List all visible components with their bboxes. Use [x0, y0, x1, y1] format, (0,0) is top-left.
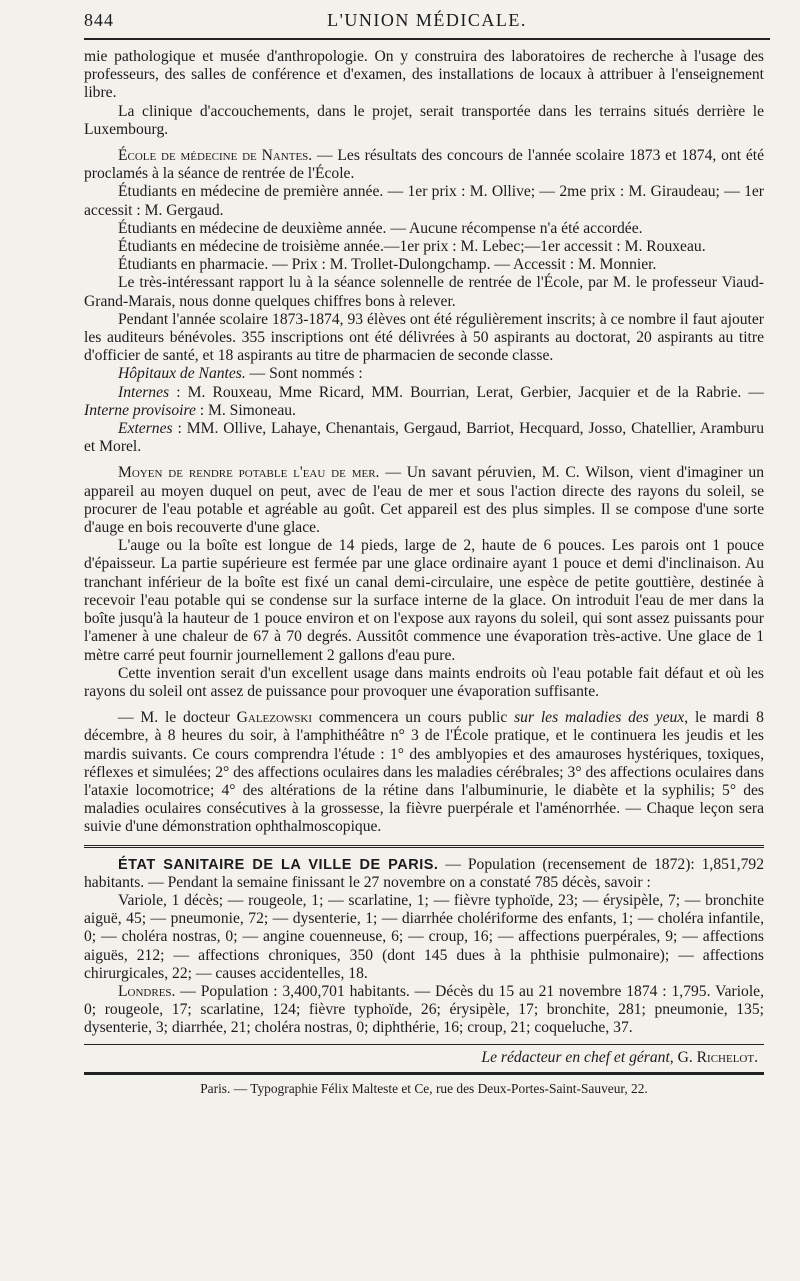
paragraph-text: : M. Simoneau. — [195, 401, 296, 419]
paragraph-externes — [84, 420, 764, 456]
printer-imprint: Paris. — Typographie Félix Malteste et Ce, rue des Deux-Portes-Saint-Sauveur, 22. — [200, 1080, 648, 1096]
header-rule — [84, 38, 770, 40]
spacer — [84, 456, 764, 464]
signature-rule — [84, 1044, 764, 1045]
signature — [84, 1049, 764, 1067]
paragraph-rapport: Le très-intéressant rapport lu à la séance solennelle de rentrée de l'École, par M. le professeur Viaud-Grand-Marais, nous donne quelques chiffres bons à relever. — [84, 274, 764, 310]
paragraph-hopitaux — [84, 365, 764, 383]
paragraph-annee-scolaire: Pendant l'année scolaire 1873-1874, 93 élèves ont été régulièrement inscrits; à ce nombre il faut ajouter les auditeurs bénévoles. 355 inscriptions ont été délivrées à 50 aspirants au doctorat, 20 aspirants au titre d'officier de santé, et 18 aspirants au titre de pharmacien de seconde classe. — [84, 310, 764, 365]
article-body — [84, 48, 764, 1098]
section-heading-etat-sanitaire: ÉTAT SANITAIRE DE LA VILLE DE PARIS. — [118, 856, 439, 873]
paragraph-deces-paris: Variole, 1 décès; — rougeole, 1; — scarlatine, 1; — fièvre typhoïde, 23; — érysipèle, 7; — bronchite aiguë, 45; — pneumonie, 72; — dysenterie, 1; — diarrhée cholériforme des enfants, 1; — choléra infantile, 0; — choléra nostras, 0; — angine couenneuse, 6; — croup, 16; — affections puerpérales, 9; — affections aiguës, 212; — affections chroniques, 350 (dont 145 dues à la phthisie pulmonaire); — affections chirurgicales, 22; — causes accidentelles, 18. — [84, 891, 764, 982]
section-heading-eau-de-mer: Moyen de rendre potable l'eau de mer. — [118, 464, 380, 482]
section-heading-hopitaux: Hôpitaux de Nantes. — [118, 365, 246, 383]
course-title: sur les maladies des yeux — [514, 709, 685, 727]
label-internes: Internes — [118, 383, 170, 401]
paragraph-ecole-nantes — [84, 147, 764, 183]
paragraph-clinique: La clinique d'accouchements, dans le projet, serait transportée dans les terrains situés derrière le Luxembourg. — [84, 102, 764, 138]
paragraph-pharmacy: Étudiants en pharmacie. — Prix : M. Trollet-Dulongchamp. — Accessit : M. Monnier. — [118, 256, 657, 274]
signature-name: G. Richelot. — [677, 1048, 758, 1066]
paragraph-eau-de-mer — [84, 464, 764, 537]
paragraph-text: : MM. Ollive, Lahaye, Chenantais, Gergaud, Barriot, Hecquard, Josso, Chatellier, Aramburu et Morel. — [84, 420, 764, 456]
paragraph-text: — Les résultats des concours de l'année scolaire 1873 et 1874, ont été proclamés à la séance de rentrée de l'École. — [84, 147, 764, 183]
spacer — [84, 139, 764, 147]
paragraph-text: — Un savant péruvien, M. C. Wilson, vient d'imaginer un appareil au moyen duquel on peut, avec de l'eau de mer et sous l'action directe des rayons du soleil, se procurer de l'eau potable et agréable au goût. Cet appareil est des plus simples. Il se compose d'une sorte d'auge en bois recouverte d'une glace. — [84, 464, 764, 537]
paragraph-londres — [84, 983, 764, 1038]
spacer — [84, 701, 764, 709]
section-separator — [84, 845, 764, 848]
paragraph-second-year: Étudiants en médecine de deuxième année. — Aucune récompense n'a été accordée. — [118, 219, 643, 237]
section-heading-nantes: École de médecine de Nantes. — [118, 147, 313, 165]
page-number: 844 — [84, 10, 114, 30]
paragraph-third-year: Étudiants en médecine de troisième année.—1er prix : M. Lebec;—1er accessit : M. Rouxeau. — [118, 238, 706, 256]
label-externes: Externes — [118, 420, 173, 438]
paragraph-text: commencera un cours public — [312, 709, 515, 727]
paragraph-text: — Population : 3,400,701 habitants. — Décès du 15 au 21 novembre 1874 : 1,795. Variole, 0; rougeole, 17; scarlatine, 124; fièvre typhoïde, 26; érysipèle, 17; bronchite, 281; pneumonie, 135; dysenterie, 3; diarrhée, 21; choléra nostras, 0; diphthérie, 16; croup, 21; coqueluche, 37. — [84, 982, 764, 1037]
paragraph-text: — Sont nommés : — [245, 365, 363, 383]
footer-rule — [84, 1072, 764, 1075]
paragraph-text: , le mardi 8 décembre, à 8 heures du soir, à l'amphithéâtre n° 3 de l'École pratique, et le continuera les jeudis et les mardis suivants. Ce cours comprendra l'étude : 1° des amblyopies et des amauroses hystériques, toxiques, réflexes et simulées; 2° des affections oculaires dans les maladies cérébrales; 3° des affections oculaires dans l'ataxie locomotrice; 4° des altérations de la rétine dans l'albuminurie, le diabète et la syphilis; 5° des maladies oculaires consécutives à la grossesse, la fièvre puerpérale et l'aménorrhée. — Chaque leçon sera suivie d'une démonstration ophthalmoscopique. — [84, 709, 765, 836]
running-head — [84, 6, 770, 36]
paragraph-auge: L'auge ou la boîte est longue de 14 pieds, large de 2, haute de 6 pouces. Les parois ont 1 pouce d'épaisseur. La partie supérieure est fermée par une glace ordinaire ayant 1 pouce et demi d'inclinaison. Au tranchant inférieur de la boîte est fixé un canal demi-circulaire, une espèce de petite gouttière, destinée à recevoir l'eau potable qui se condense sur la surface interne de la glace. On introduit l'eau de mer dans la boîte jusqu'à la hauteur de 1 pouce environ et on l'expose aux rayons du soleil, qui sont assez puissants pour l'amener à une chaleur de 67 à 70 degrés. Aussitôt commence une évaporation très-active. Une glace de 1 mètre carré peut fournir journellement 2 gallons d'eau pure. — [84, 537, 764, 664]
journal-title: L'UNION MÉDICALE. — [327, 10, 527, 30]
label-interne-provisoire: Interne provisoire — [84, 401, 196, 419]
paragraph-anthropology: mie pathologique et musée d'anthropologie. On y construira des laboratoires de recherche à l'usage des professeurs, des salles de conférence et d'examen, des installations de locaux à attribuer à l'enseignement libre. — [84, 48, 764, 102]
paragraph-text: — M. le docteur — [118, 709, 237, 727]
paragraph-invention: Cette invention serait d'un excellent usage dans maints endroits où l'eau potable fait défaut et où les rayons du soleil ont assez de puissance pour provoquer une évaporation suffisante. — [84, 664, 764, 700]
paragraph-galezowski — [84, 709, 764, 836]
section-heading-londres: Londres. — [118, 982, 176, 1000]
person-name-galezowski: Galezowski — [236, 709, 313, 727]
signature-role: Le rédacteur en chef et gérant, — [481, 1048, 674, 1066]
paragraph-etat-sanitaire — [84, 856, 764, 892]
paragraph-internes — [84, 384, 764, 420]
paragraph-first-year: Étudiants en médecine de première année. — 1er prix : M. Ollive; — 2me prix : M. Giraudeau; — 1er accessit : M. Gergaud. — [84, 183, 764, 219]
paragraph-text: : M. Rouxeau, Mme Ricard, MM. Bourrian, Lerat, Gerbier, Jacquier et de la Rabrie. — — [169, 383, 764, 401]
paragraph-text: — Population (recensement de 1872): 1,851,792 habitants. — Pendant la semaine finissant le 27 novembre on a constaté 785 décès, savoir : — [84, 855, 765, 891]
